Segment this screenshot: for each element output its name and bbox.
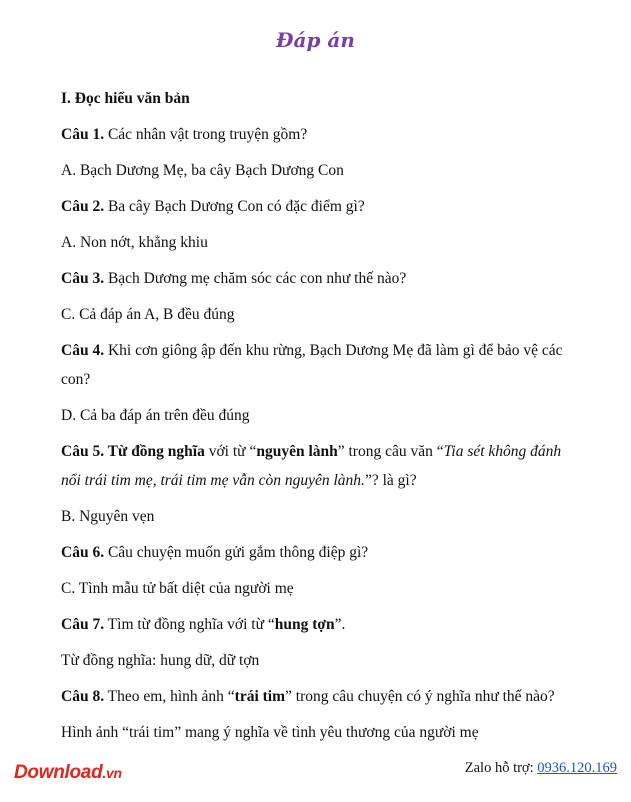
download-logo[interactable] — [14, 762, 122, 784]
zalo-support — [465, 760, 617, 777]
zalo-phone-link[interactable]: 0936.120.169 — [537, 760, 617, 776]
answer-1: A. Bạch Dương Mẹ, ba cây Bạch Dương Con — [61, 162, 344, 179]
zalo-label: Zalo hỗ trợ: — [464, 760, 538, 776]
answer-4: D. Cả ba đáp án trên đều đúng — [61, 407, 250, 424]
answer-7: Từ đồng nghĩa: hung dữ, dữ tợn — [61, 652, 260, 669]
logo-text: Download — [14, 762, 103, 783]
answer-8: Hình ảnh “trái tim” mang ý nghĩa về tình yêu thương của người mẹ — [61, 724, 479, 741]
answer-content — [61, 84, 581, 754]
answer-2: A. Non nớt, khẳng khiu — [61, 234, 208, 251]
question-7: Câu 7. Tìm từ đồng nghĩa với từ “hung tợn”. — [61, 616, 346, 633]
logo-tld: .vn — [102, 765, 122, 781]
answer-6: C. Tình mẫu tử bất diệt của người mẹ — [61, 580, 294, 597]
question-5: Câu 5. Từ đồng nghĩa với từ “nguyên lành” trong câu văn “Tia sét không đánh nổi trái tim mẹ, trái tim mẹ vẫn còn nguyên lành.”? là gì? — [61, 443, 562, 489]
question-1: Câu 1. Các nhân vật trong truyện gồm? — [61, 126, 308, 143]
question-6: Câu 6. Câu chuyện muốn gửi gắm thông điệp gì? — [61, 544, 369, 561]
section-heading: I. Đọc hiểu văn bản — [61, 90, 190, 107]
question-4: Câu 4. Khi cơn giông ập đến khu rừng, Bạch Dương Mẹ đã làm gì để bảo vệ các con? — [61, 342, 563, 388]
question-3: Câu 3. Bạch Dương mẹ chăm sóc các con như thế nào? — [61, 270, 407, 287]
question-8: Câu 8. Theo em, hình ảnh “trái tim” trong câu chuyện có ý nghĩa như thế nào? — [61, 688, 555, 705]
answer-3: C. Cả đáp án A, B đều đúng — [61, 306, 235, 323]
answer-5: B. Nguyên vẹn — [61, 508, 155, 525]
page-title: Đáp án — [276, 28, 355, 52]
question-2: Câu 2. Ba cây Bạch Dương Con có đặc điểm gì? — [61, 198, 365, 215]
